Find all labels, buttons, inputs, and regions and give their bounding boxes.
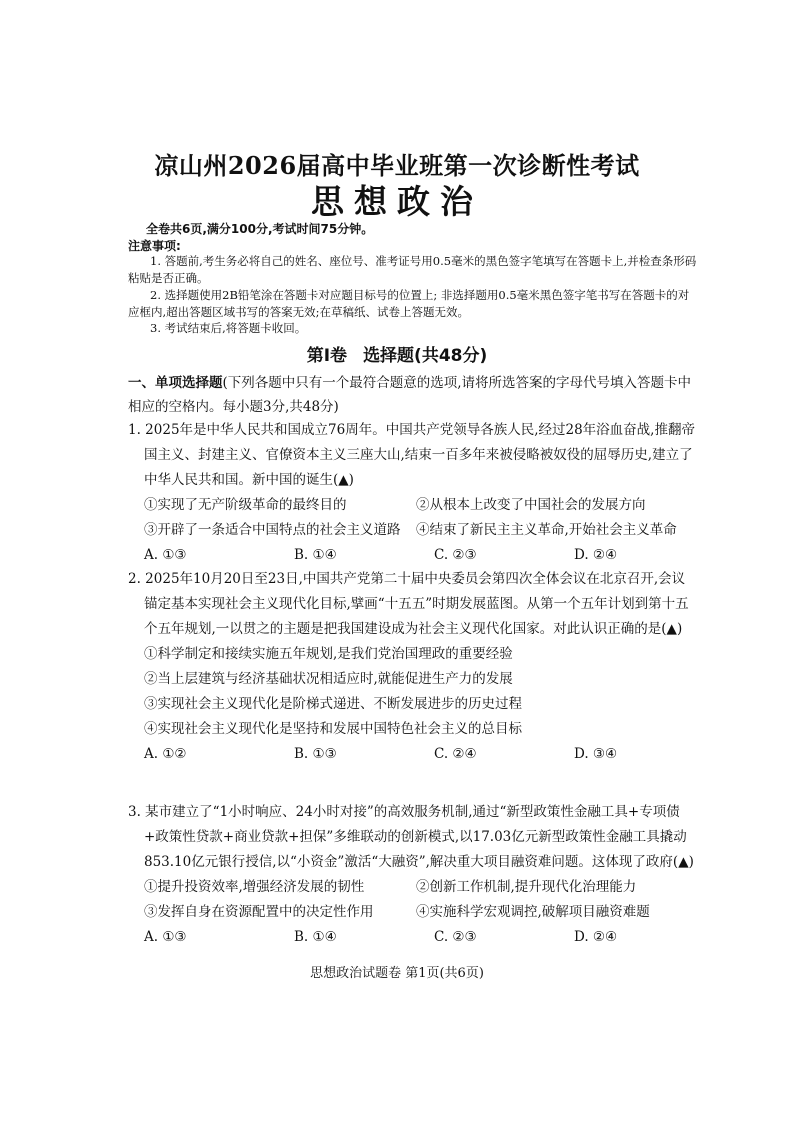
answer-option-c: C. ②③ <box>434 929 477 945</box>
statement-option: ④实现社会主义现代化是坚持和发展中国特色社会主义的总目标 <box>144 721 522 737</box>
question-1 <box>128 418 698 568</box>
part-label: 一、单项选择题 <box>128 375 223 391</box>
answer-option-c: C. ②③ <box>434 547 477 563</box>
statement-option: ④结束了新民主主义革命,开始社会主义革命 <box>416 522 677 538</box>
part-instructions <box>128 371 696 419</box>
answer-option-a: A. ①③ <box>144 547 187 563</box>
statement-option: ②当上层建筑与经济基础状况相适应时,就能促进生产力的发展 <box>144 671 513 687</box>
answer-row <box>128 925 698 950</box>
exam-title: 凉山州2026届高中毕业班第一次诊断性考试 <box>154 151 640 180</box>
section-label: 第Ⅰ卷 <box>306 346 348 366</box>
statement-row <box>128 875 698 900</box>
answer-option-d: D. ③④ <box>574 746 618 762</box>
statement-row <box>128 493 698 518</box>
question-2 <box>128 567 698 767</box>
statement-option: ②创新工作机制,提升现代化治理能力 <box>416 879 637 895</box>
question-stem: 2. 2025年10月20日至23日,中国共产党第二十届中央委员会第四次全体会议在北京召开,会议锚定基本实现社会主义现代化目标,擘画“十五五”时期发展蓝图。从第一个五年计划到第十五个五年规划,一以贯之的主题是把我国建设成为社会主义现代化国家。对此认识正确的是(▲) <box>128 571 689 637</box>
notes-heading: 注意事项: <box>128 239 181 253</box>
statement-option: ①科学制定和接续实施五年规划,是我们党治国理政的重要经验 <box>144 646 513 662</box>
question-3 <box>128 800 698 950</box>
answer-option-a: A. ①③ <box>144 929 187 945</box>
part-instruction-text: (下列各题中只有一个最符合题意的选项,请将所选答案的字母代号填入答题卡中相应的空格内。每小题3分,共48分) <box>128 375 692 415</box>
statement-row <box>128 900 698 925</box>
answer-option-b: B. ①④ <box>294 547 337 563</box>
statement-row <box>128 518 698 543</box>
statement-option: ①提升投资效率,增强经济发展的韧性 <box>144 879 365 895</box>
note-item: 2. 选择题使用2B铅笔涂在答题卡对应题目标号的位置上; 非选择题用0.5毫米黑色签字笔书写在答题卡的对应框内,超出答题区域书写的答案无效;在草稿纸、试卷上答题无效。 <box>128 288 690 319</box>
exam-meta: 全卷共6页,满分100分,考试时间75分钟。 <box>146 222 374 236</box>
section-title: 选择题(共48分) <box>363 346 488 366</box>
question-stem: 1. 2025年是中华人民共和国成立76周年。中国共产党领导各族人民,经过28年浴血奋战,推翻帝国主义、封建主义、官僚资本主义三座大山,结束一百多年来被侵略被奴役的屈辱历史,建立了中华人民共和国。新中国的诞生(▲) <box>128 422 695 488</box>
answer-option-a: A. ①② <box>144 746 187 762</box>
answer-option-d: D. ②④ <box>574 929 618 945</box>
statement-option: ④实施科学宏观调控,破解项目融资难题 <box>416 904 650 920</box>
question-stem: 3. 某市建立了“1小时响应、24小时对接”的高效服务机制,通过“新型政策性金融工具+专项债+政策性贷款+商业贷款+担保”多维联动的创新模式,以17.03亿元新型政策性金融工具撬动853.10亿元银行授信,以“小资金”激活“大融资”,解决重大项目融资难问题。这体现了政府(▲) <box>128 804 694 870</box>
answer-row <box>128 543 698 568</box>
page-footer: 思想政治试题卷 第1页(共6页) <box>310 966 484 981</box>
subject-title: 思想政治 <box>311 182 483 221</box>
statement-option: ③实现社会主义现代化是阶梯式递进、不断发展进步的历史过程 <box>144 696 522 712</box>
answer-option-b: B. ①④ <box>294 929 337 945</box>
statement-option: ①实现了无产阶级革命的最终目的 <box>144 497 347 513</box>
note-item: 1. 答题前,考生务必将自己的姓名、座位号、准考证号用0.5毫米的黑色签字笔填写在答题卡上,并检查条形码粘贴是否正确。 <box>128 254 697 285</box>
answer-option-b: B. ①③ <box>294 746 337 762</box>
answer-option-c: C. ②④ <box>434 746 477 762</box>
statement-option: ③开辟了一条适合中国特点的社会主义道路 <box>144 522 401 538</box>
section-heading <box>0 341 794 366</box>
answer-option-d: D. ②④ <box>574 547 618 563</box>
note-item: 3. 考试结束后,将答题卡收回。 <box>150 321 307 335</box>
statement-option: ②从根本上改变了中国社会的发展方向 <box>416 497 646 513</box>
statement-option: ③发挥自身在资源配置中的决定性作用 <box>144 904 374 920</box>
answer-row <box>128 742 698 767</box>
